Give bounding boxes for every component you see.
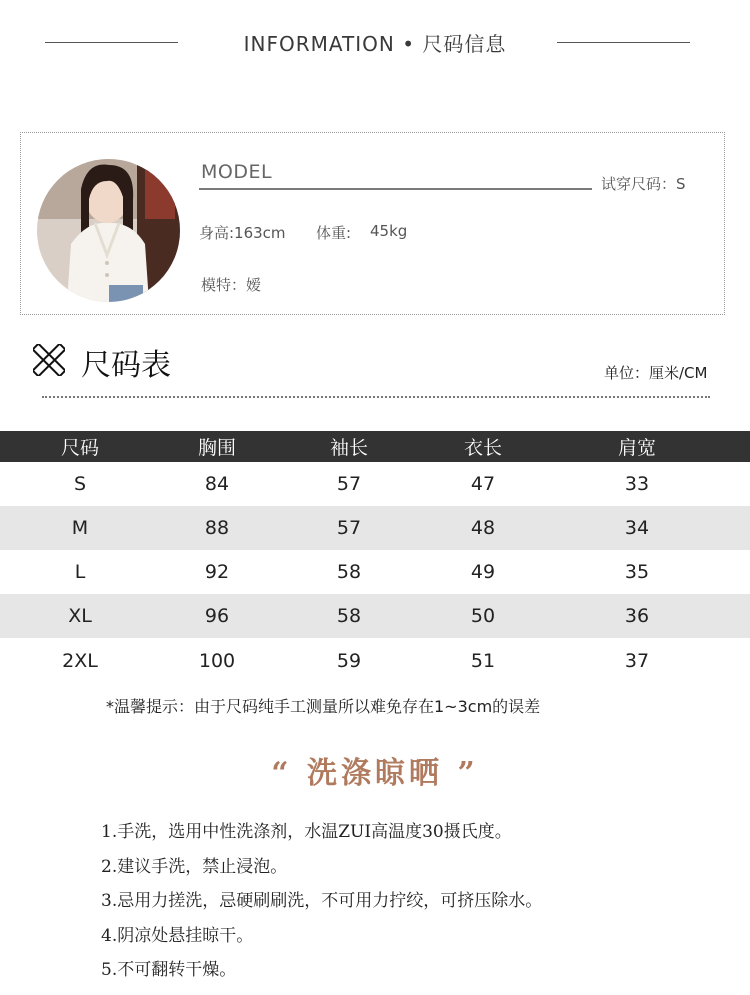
- table-cell: 33: [624, 473, 650, 495]
- model-weight-label: 体重:: [316, 224, 352, 242]
- table-cell: 35: [624, 561, 650, 583]
- table-cell: 84: [204, 473, 230, 495]
- table-cell: 36: [624, 605, 650, 627]
- open-quote: “: [271, 756, 293, 791]
- list-item: 3.忌用力搓洗，忌硬刷刷洗，不可用力拧绞，可挤压除水。: [101, 891, 543, 911]
- header-right-divider: [557, 42, 690, 43]
- washing-instructions: [101, 817, 542, 990]
- table-cell: 2XL: [62, 650, 98, 672]
- table-cell: 92: [204, 561, 230, 583]
- table-cell: 47: [470, 473, 496, 495]
- table-row: [0, 594, 750, 638]
- header-cell: 袖长: [329, 437, 368, 459]
- list-item: 2.建议手洗，禁止浸泡。: [101, 856, 288, 877]
- table-cell: 57: [336, 473, 362, 495]
- table-cell: 51: [470, 650, 496, 672]
- measurement-tip: *温馨提示：由于尺码纯手工测量所以难免存在1~3cm的误差: [106, 697, 541, 716]
- model-weight-value: 45kg: [370, 222, 408, 240]
- size-chart-title: 尺码表: [81, 348, 171, 383]
- table-cell: 48: [470, 517, 496, 539]
- washing-title: [0, 748, 750, 792]
- table-cell: 59: [336, 650, 362, 672]
- section-title: INFORMATION • 尺码信息: [243, 32, 507, 56]
- table-cell: M: [71, 517, 89, 539]
- try-size: 试穿尺码：S: [601, 175, 686, 193]
- table-cell: L: [74, 561, 86, 583]
- table-cell: 96: [204, 605, 230, 627]
- model-label: MODEL: [201, 161, 273, 183]
- header-cell: 尺码: [60, 437, 99, 459]
- table-cell: S: [73, 473, 87, 495]
- list-item: 5.不可翻转干燥。: [101, 960, 237, 980]
- model-underline: [199, 188, 592, 190]
- model-photo: [37, 159, 180, 302]
- list-item: 4.阴凉处悬挂晾干。: [101, 925, 254, 946]
- table-row: [0, 462, 750, 506]
- size-table: [0, 431, 750, 684]
- table-cell: 58: [336, 605, 362, 627]
- table-cell: 58: [336, 561, 362, 583]
- table-cell: XL: [68, 605, 92, 627]
- dotted-divider: [42, 396, 710, 398]
- table-cell: 88: [204, 517, 230, 539]
- header-cell: 胸围: [197, 437, 236, 459]
- table-cell: 100: [198, 650, 236, 672]
- table-cell: 34: [624, 517, 650, 539]
- table-cell: 50: [470, 605, 496, 627]
- section-header: [0, 28, 750, 58]
- list-item: 1.手洗，选用中性洗涤剂，水温ZUI高温度30摄氏度。: [101, 822, 512, 842]
- close-quote: ”: [457, 756, 479, 791]
- size-unit: 单位：厘米/CM: [604, 364, 708, 382]
- table-row: [0, 638, 750, 684]
- table-row: [0, 506, 750, 550]
- table-row: [0, 550, 750, 594]
- model-info-card: [20, 132, 725, 315]
- table-cell: 49: [470, 561, 496, 583]
- ruler-cross-icon: [33, 344, 65, 376]
- table-cell: 37: [624, 650, 650, 672]
- header-cell: 肩宽: [617, 437, 656, 459]
- header-cell: 衣长: [463, 437, 502, 459]
- table-header-row: [0, 431, 750, 462]
- table-cell: 57: [336, 517, 362, 539]
- model-height: 身高:163cm: [199, 224, 286, 242]
- model-name: 模特：嫒: [201, 276, 262, 294]
- washing-title-text: 洗涤晾晒: [307, 756, 443, 791]
